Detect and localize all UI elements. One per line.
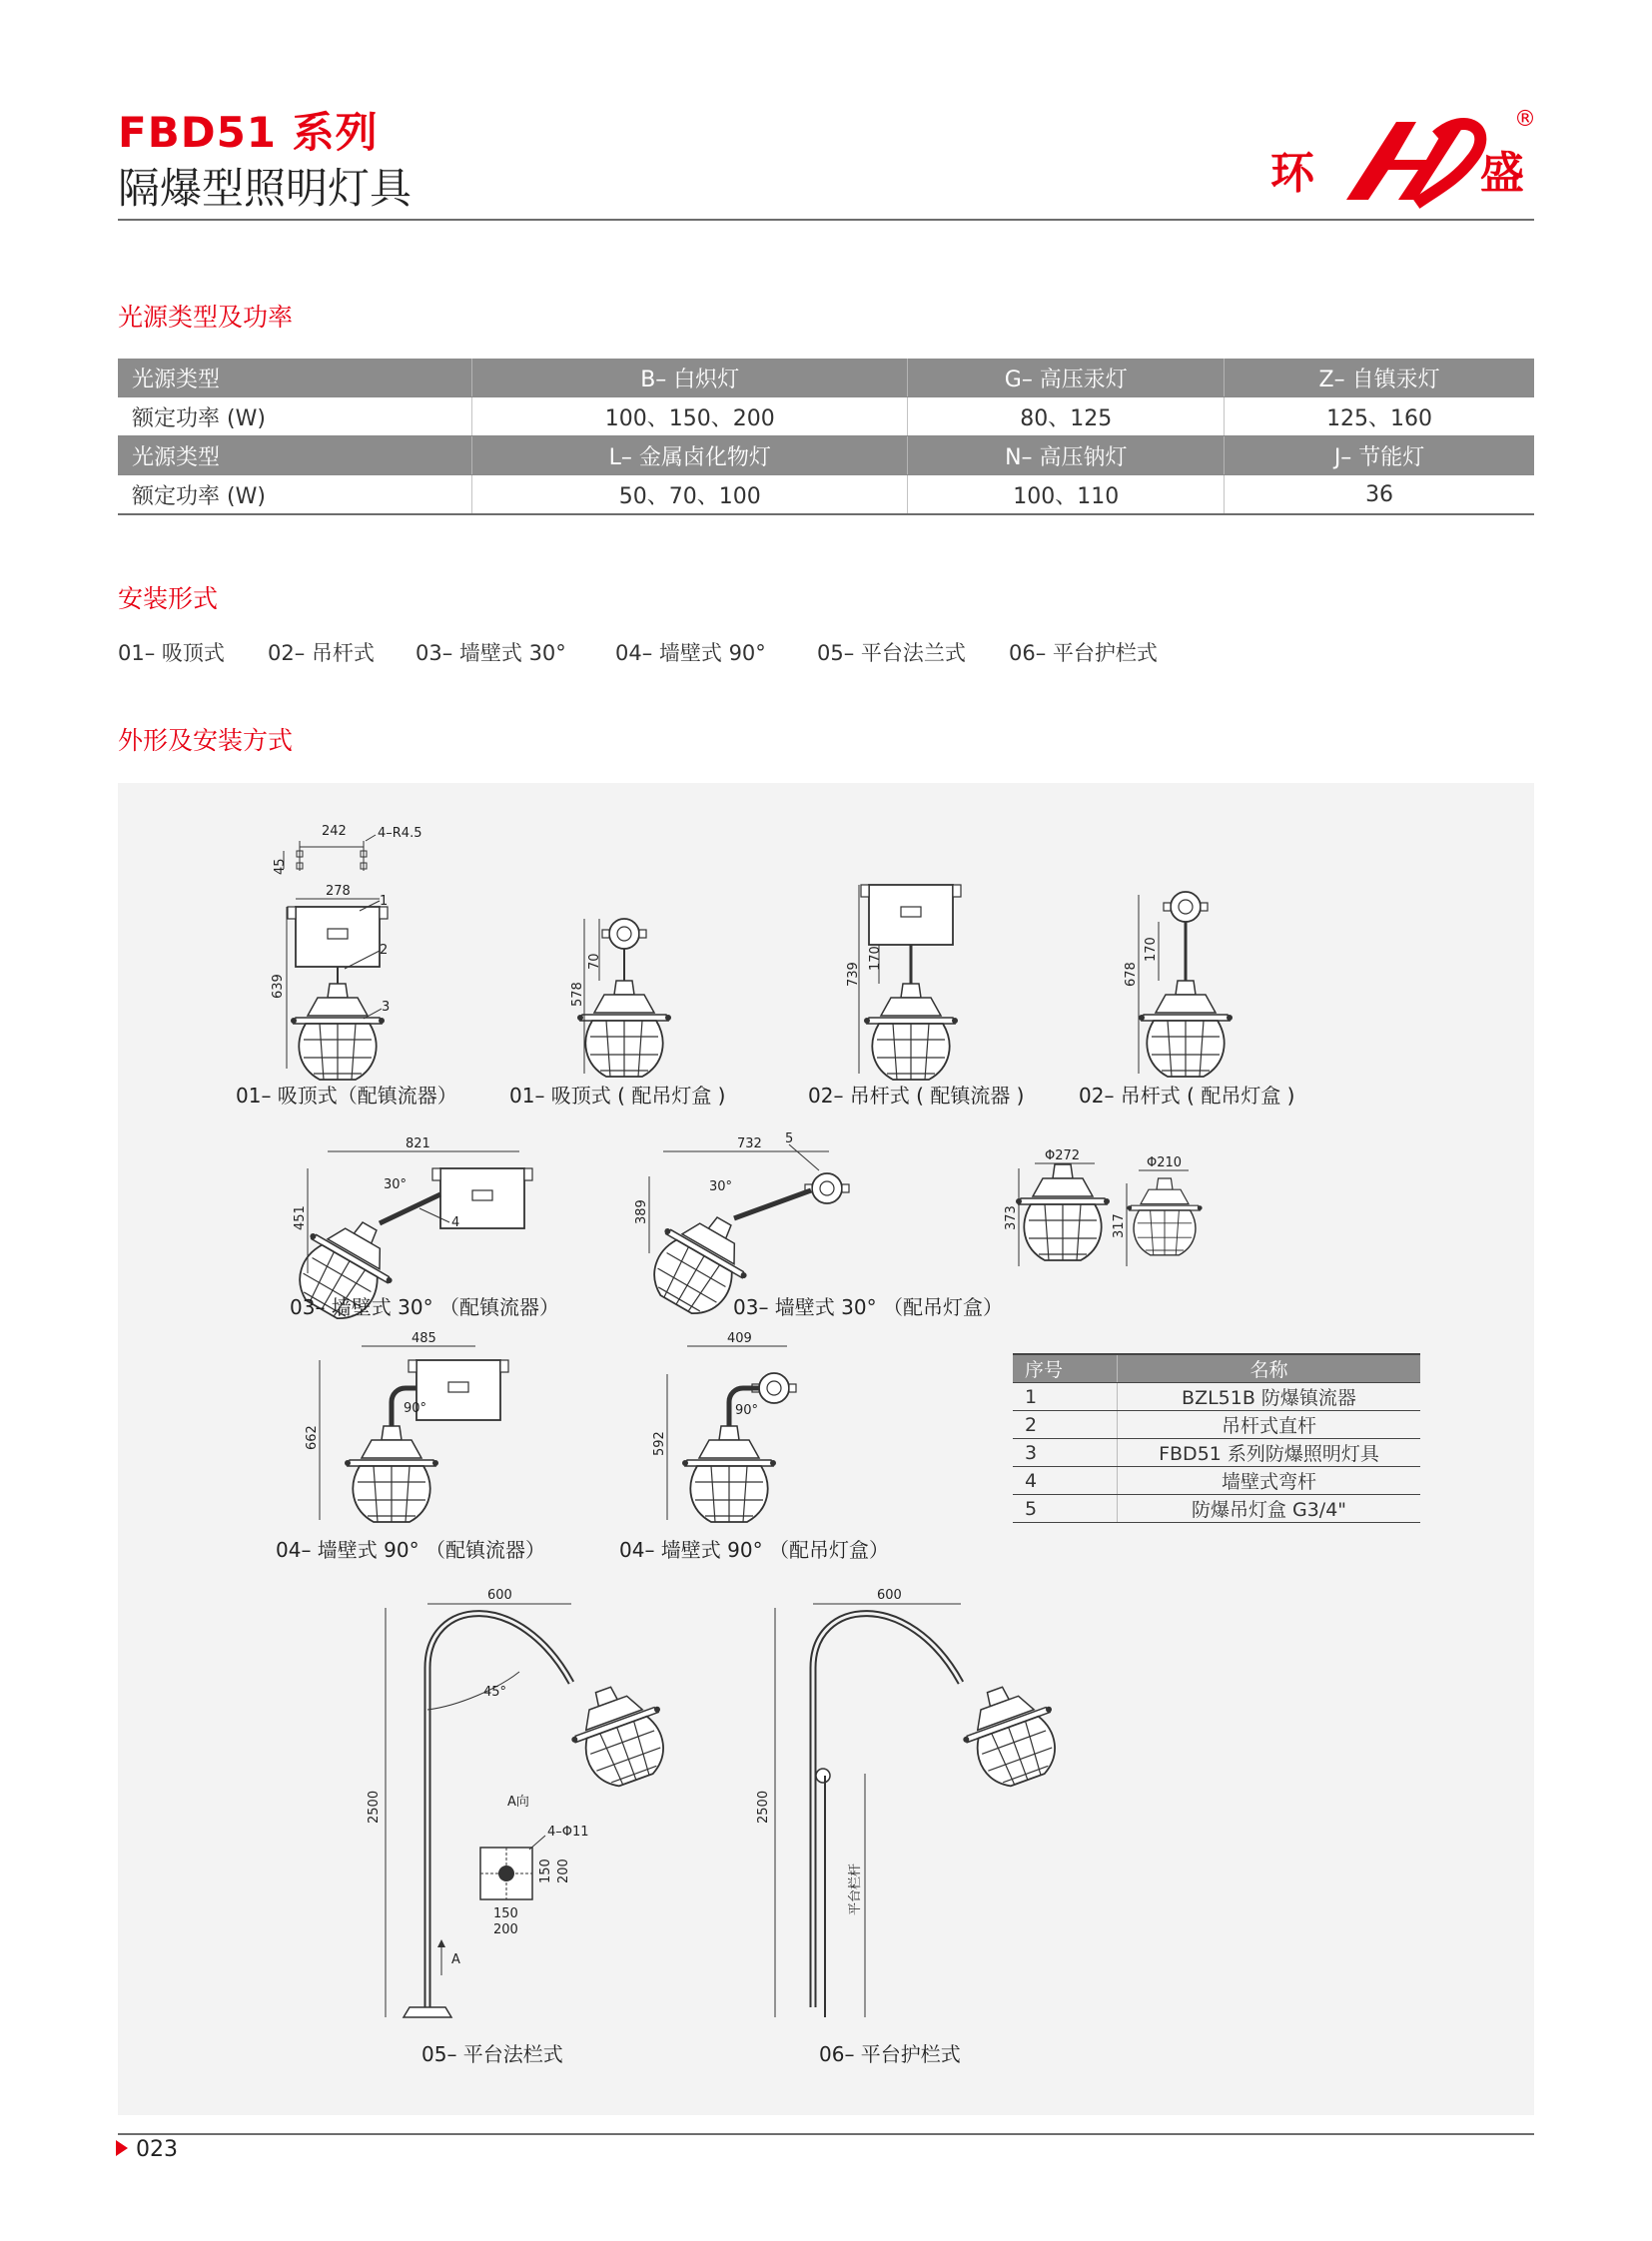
section-outline: 外形及安装方式 xyxy=(118,726,294,755)
table-cell: 1 xyxy=(1013,1383,1118,1411)
caption-01b: 01– 吸顶式 ( 配吊灯盒 ) xyxy=(509,1084,726,1108)
dim-label: 578 xyxy=(570,982,585,1007)
mounting-item: 05– 平台法兰式 xyxy=(817,641,966,665)
table-row xyxy=(1013,1411,1420,1439)
dim-label: 678 xyxy=(1124,962,1139,987)
drawing-diameters xyxy=(1004,1148,1203,1266)
caption-06: 06– 平台护栏式 xyxy=(819,2042,961,2066)
drawing-04b xyxy=(652,1331,796,1522)
dim-label: 150 xyxy=(538,1859,553,1883)
callout-number: 1 xyxy=(380,894,389,909)
table-cell: 125、160 xyxy=(1225,397,1534,436)
table-cell: 2 xyxy=(1013,1411,1118,1439)
caption-03b: 03– 墙壁式 30° （配吊灯盒） xyxy=(733,1295,1003,1319)
table-cell: B– 白炽灯 xyxy=(472,359,908,397)
table-header-cell: 序号 xyxy=(1013,1354,1118,1383)
dim-label: 242 xyxy=(322,824,347,839)
dim-label: 170 xyxy=(868,946,883,971)
drawing-02a xyxy=(846,885,961,1080)
dim-label: 451 xyxy=(293,1205,308,1230)
caption-02a: 02– 吊杆式 ( 配镇流器 ) xyxy=(808,1084,1025,1108)
table-cell: 100、150、200 xyxy=(472,397,908,436)
rail-label: 平台栏杆 xyxy=(848,1863,863,1915)
dim-label: 30° xyxy=(709,1179,733,1194)
caption-01a: 01– 吸顶式（配镇流器） xyxy=(236,1084,457,1108)
section-mounting: 安装形式 xyxy=(118,584,219,613)
mounting-item: 02– 吊杆式 xyxy=(268,641,375,665)
dim-label: 45 xyxy=(273,858,288,875)
mounting-item: 06– 平台护栏式 xyxy=(1009,641,1158,665)
table-header-cell: 名称 xyxy=(1118,1354,1421,1383)
mounting-item: 03– 墙壁式 30° xyxy=(415,641,566,665)
dim-label: 409 xyxy=(727,1331,752,1346)
page-arrow-icon xyxy=(116,2140,128,2156)
dim-label: 821 xyxy=(406,1136,430,1151)
page-number xyxy=(116,2137,178,2162)
table-cell: 50、70、100 xyxy=(472,475,908,515)
dim-label: 170 xyxy=(1144,937,1159,962)
dim-label: 317 xyxy=(1112,1213,1127,1238)
drawing-04a xyxy=(305,1331,508,1522)
callout-number: 4 xyxy=(451,1215,460,1230)
dim-label: 639 xyxy=(271,974,286,999)
dim-label: Φ210 xyxy=(1147,1155,1183,1170)
dim-label: 373 xyxy=(1004,1205,1019,1230)
dim-label: 600 xyxy=(877,1588,902,1603)
table-cell: 防爆吊灯盒 G3/4" xyxy=(1118,1495,1421,1523)
dim-label: 732 xyxy=(737,1136,762,1151)
caption-03a: 03– 墙壁式 30° （配镇流器） xyxy=(290,1295,559,1319)
dim-label: 485 xyxy=(412,1331,436,1346)
product-subtitle: 隔爆型照明灯具 xyxy=(118,164,413,213)
table-cell: BZL51B 防爆镇流器 xyxy=(1118,1383,1421,1411)
mounting-item: 04– 墙壁式 90° xyxy=(615,641,766,665)
view-arrow-label: A xyxy=(451,1952,460,1967)
table-cell: 80、125 xyxy=(908,397,1225,436)
dim-label: 592 xyxy=(652,1431,667,1456)
dim-label: 200 xyxy=(493,1922,518,1937)
registered-mark: ® xyxy=(1514,107,1536,132)
callout-number: 3 xyxy=(382,1000,391,1015)
section-light-source: 光源类型及功率 xyxy=(118,303,294,332)
table-cell: N– 高压钠灯 xyxy=(908,436,1225,475)
dim-label: 2500 xyxy=(367,1790,382,1824)
table-cell: 4 xyxy=(1013,1467,1118,1495)
caption-02b: 02– 吊杆式 ( 配吊灯盒 ) xyxy=(1079,1084,1295,1108)
drawing-05 xyxy=(367,1588,680,2017)
table-cell: 额定功率 (W) xyxy=(118,475,472,515)
table-row xyxy=(1013,1383,1420,1411)
dim-label: 662 xyxy=(305,1425,320,1450)
footer-rule xyxy=(118,2133,1534,2135)
dim-label: 278 xyxy=(326,884,351,899)
dim-label: Φ272 xyxy=(1045,1148,1081,1163)
table-cell: 3 xyxy=(1013,1439,1118,1467)
table-cell: 5 xyxy=(1013,1495,1118,1523)
table-row xyxy=(1013,1439,1420,1467)
table-row xyxy=(1013,1467,1420,1495)
table-row xyxy=(1013,1495,1420,1523)
table-cell: 墙壁式弯杆 xyxy=(1118,1467,1421,1495)
table-cell: 光源类型 xyxy=(118,436,472,475)
view-label: A向 xyxy=(507,1795,529,1810)
caption-04b: 04– 墙壁式 90° （配吊灯盒） xyxy=(619,1538,889,1562)
dim-label: 70 xyxy=(587,953,602,970)
page-number-text: 023 xyxy=(136,2137,178,2162)
caption-04a: 04– 墙壁式 90° （配镇流器） xyxy=(276,1538,545,1562)
drawing-01a-top-view xyxy=(273,824,421,875)
table-cell: G– 高压汞灯 xyxy=(908,359,1225,397)
drawing-01a xyxy=(271,884,390,1080)
brand-right-char: 盛 xyxy=(1480,148,1524,199)
dim-label: 600 xyxy=(487,1588,512,1603)
table-cell: 36 xyxy=(1225,475,1534,515)
dim-label: 4–Φ11 xyxy=(547,1825,589,1840)
dim-label: 90° xyxy=(404,1401,427,1416)
table-header-row xyxy=(1013,1354,1420,1383)
parts-table xyxy=(1013,1353,1420,1523)
dim-label: 2500 xyxy=(756,1790,771,1824)
table-cell: 光源类型 xyxy=(118,359,472,397)
table-cell: Z– 自镇汞灯 xyxy=(1225,359,1534,397)
dim-label: 45° xyxy=(483,1685,507,1700)
dim-label: 150 xyxy=(493,1906,518,1921)
mounting-item: 01– 吸顶式 xyxy=(118,641,225,665)
drawing-06 xyxy=(756,1588,1072,2017)
table-cell: J– 节能灯 xyxy=(1225,436,1534,475)
dim-label: 90° xyxy=(735,1403,759,1418)
table-cell: 吊杆式直杆 xyxy=(1118,1411,1421,1439)
callout-number: 5 xyxy=(785,1131,794,1146)
callout-number: 2 xyxy=(380,943,389,958)
table-cell: 100、110 xyxy=(908,475,1225,515)
dim-label: 739 xyxy=(846,962,861,987)
drawing-01b xyxy=(570,919,671,1077)
drawing-02b xyxy=(1124,892,1233,1077)
dim-label: 389 xyxy=(634,1199,649,1224)
series-title: FBD51 系列 xyxy=(118,108,379,157)
dim-label: 200 xyxy=(556,1859,571,1883)
dim-label: 30° xyxy=(384,1177,408,1192)
dim-label: 4–R4.5 xyxy=(378,826,422,841)
table-cell: L– 金属卤化物灯 xyxy=(472,436,908,475)
table-cell: 额定功率 (W) xyxy=(118,397,472,436)
caption-05: 05– 平台法栏式 xyxy=(421,2042,563,2066)
brand-left-char: 环 xyxy=(1270,148,1314,199)
table-cell: FBD51 系列防爆照明灯具 xyxy=(1118,1439,1421,1467)
